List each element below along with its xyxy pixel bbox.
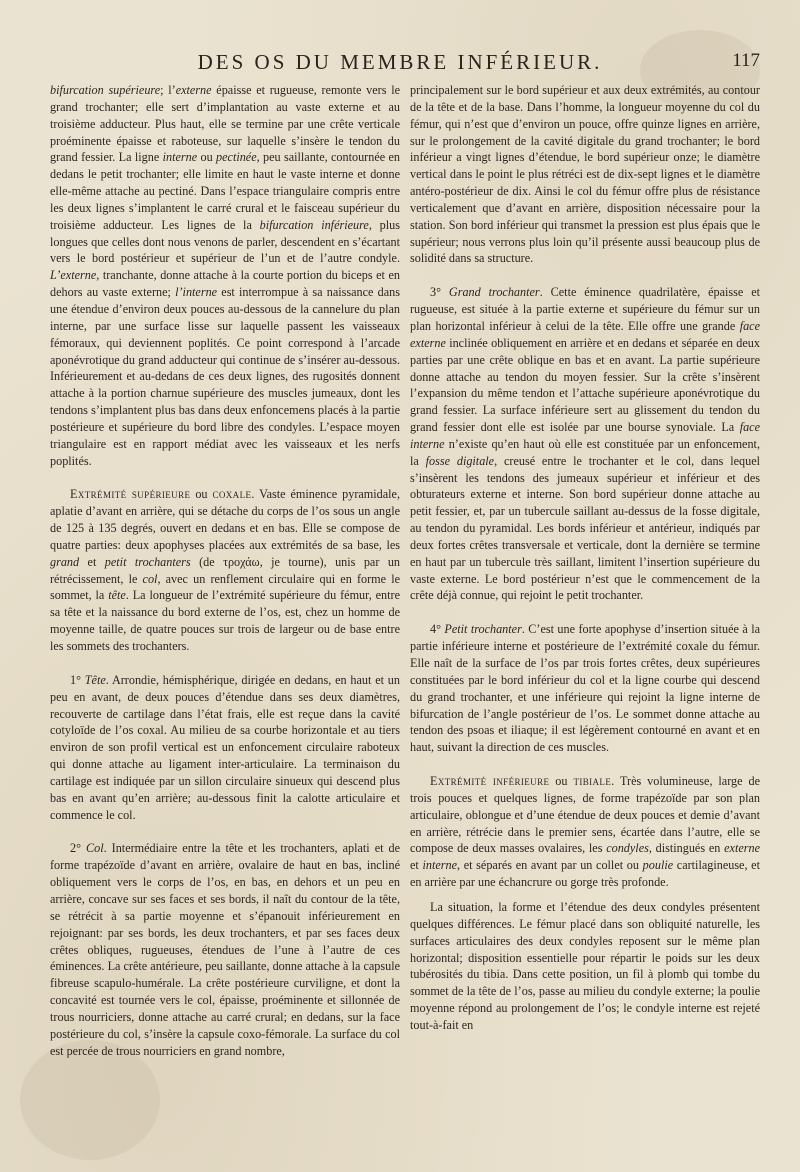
smallcaps-heading: tibiale — [573, 774, 612, 789]
text-run: cartilagineuse, et en arrière par une échancrure ou gorge très profonde. — [410, 858, 760, 890]
text-run: . Intermédiaire entre la tête et les trochanters, aplati et de forme trapézoïde d’avant en arrière, ovalaire de haut en bas, incliné obliquement vers le corps de l’os, en bas, en dehors et un peu en arrière, concave sur ses faces et ses bords, il naît du contour de la tête, se rétrécit à sa partie moyenne et s’épanouit inférieurement en rejoignant: par ses bords, les deux trochanters, et par ses faces deux crêtes obliques, rugueuses, étendues de l’une à l’autre de ces éminences. La crête antérieure, peu saillante, donne attache à la capsule fibreuse scapulo-humérale. La crête postérieure curviligne, et dont la concavité est tournée vers le col, épaisse, proéminente et sillonnée de trous nourriciers, donne attache au carré crural; en dedans, sur la face postérieure du col, s’insère la capsule coxo-fémorale. La surface du col est percée de trous nourriciers en grand nombre, — [50, 841, 400, 1058]
text-run: 2° — [70, 841, 86, 856]
right-text-column — [410, 82, 760, 1034]
page-number: 117 — [732, 50, 760, 71]
italic-term: externe — [724, 841, 760, 856]
italic-term: petit trochanters — [104, 554, 191, 569]
italic-term: externe — [175, 83, 212, 97]
text-run: , tranchante, donne attache à la courte portion du biceps et en dehors au vaste externe; — [50, 268, 400, 300]
paragraph — [50, 486, 400, 654]
text-run: épaisse et rugueuse, remonte vers le grand trochanter; elle sert d’implantation au vaste externe et au troisième adducteur. Plus haut, elle se termine par une crête verticale proéminente épaisse et raboteuse, sur laquelle s’insère le tendon du grand fessier. La ligne — [50, 83, 400, 165]
paragraph — [410, 899, 760, 1034]
text-run: ou — [190, 487, 213, 502]
italic-term: col — [142, 571, 158, 586]
italic-term: L’externe — [50, 268, 97, 283]
text-run: 4° — [430, 622, 445, 637]
text-run: . La longueur de l’extrémité supérieure du fémur, entre sa tête et la naissance du bord externe de l’os, est, chez un homme de moyenne taille, de quatre pouces sur trois de largeur ou de base entre les sommets des trochanters. — [50, 588, 400, 653]
text-run: , creusé entre le trochanter et le col, dans lequel s’insèrent les tendons des jumeaux supérieur et inférieur et des obturateurs externe et interne. Son bord supérieur donne attache au petit fessier, et, par un tubercule saillant au-dessus de la fosse digitale, au tendon du pyramidal. Les bords inférieur et antérieur, indiqués par deux fortes crêtes transversale et verticale, dont la dernière se termine en haut par un tubercule très saillant, limitent l’insertion supérieure du vaste externe. Le bord postérieur n’est que le commencement de la crête déjà connue, qui rejoint le petit trochanter. — [410, 453, 760, 603]
text-run: n’existe qu’en haut où elle est constituée par un enfoncement, la — [410, 436, 760, 468]
paragraph — [50, 82, 400, 469]
italic-term: Col — [85, 841, 104, 856]
text-run: . Vaste éminence pyramidale, aplatie d’avant en arrière, qui se détache du corps de l’os sous un angle de 125 à 135 degrés, ouvert en dedans et en bas. Elle se compose de quatre parties: deux apophyses placées aux extrémités de sa base, les — [50, 487, 400, 552]
italic-term: Grand trochanter — [448, 285, 540, 300]
italic-term: poulie — [642, 858, 674, 873]
text-run: principalement sur le bord supérieur et aux deux extrémités, au contour de la tête et de la base. Dans l’homme, la longueur moyenne du col du fémur, qui n’est que d’environ un pouce, offre quinze lignes en arrière, sur le prolongement de la cavité digitale du grand trochanter; le bord inférieur a vingt lignes d’étendue, le bord supérieur onze; le diamètre vertical dans le point le plus rétréci est de dix-sept lignes et le diamètre antéro-postérieur de dix. Ainsi le col du fémur offre plus de résistance verticalement que d’avant en arrière, disposition nécessaire pour la station. Son bord inférieur qui transmet la pression est plus épais que le supérieur; nous verrons plus loin qu’il présente aussi beaucoup plus de solidité dans sa structure. — [410, 83, 760, 266]
text-run: . C’est une forte apophyse d’insertion située à la partie inférieure interne et postérieure de l’extrémité coxale du fémur. Elle naît de la surface de l’os par trois fortes crêtes, deux supérieures constituées par le bord inférieur du col et la ligne courbe qui descend du grand trochanter, et une inférieure qui rejoint la ligne interne de bifurcation de l’angle postérieur de l’os. Le sommet donne attache au tendon des psoas et iliaque; il est légèrement contourné en avant et en haut, suivant la direction de ces muscles. — [410, 622, 761, 755]
paragraph — [50, 840, 400, 1059]
text-run: , peu saillante, contournée en dedans le petit trochanter; elle limite en haut le vaste interne et donne elle-même attache au pectiné. Dans l’espace triangulaire compris entre les deux lignes s’implantent le carré crural et le faisceau supérieur du troisième adducteur. Les lignes de la — [50, 150, 401, 232]
italic-term: bifurcation inférieure — [259, 217, 369, 232]
italic-term: Petit trochanter — [444, 622, 522, 637]
text-run: , et séparés en avant par un collet ou — [457, 858, 643, 873]
paragraph — [410, 284, 760, 604]
italic-term: interne — [162, 150, 198, 165]
text-run: ou — [197, 150, 217, 165]
italic-term: Tête — [84, 672, 106, 687]
text-run: . Arrondie, hémisphérique, dirigée en dedans, en haut et un peu en avant, de deux pouces d’étendue dans ses deux diamètres, recouverte de cartilage dans l’état frais, elle est reçue dans la cavité cotyloïde de l’os coxal. Au milieu de sa courbe horizontale et au tiers environ de son profil vertical est un enfoncement circulaire raboteux qui donne attache au ligament inter-articulaire. La terminaison du cartilage est indiquée par un sillon circulaire sinueux qui descend plus bas en avant qu’en arrière; au-dessous finit la calotte articulaire et commence le col. — [50, 672, 400, 822]
text-run: . Cette éminence quadrilatère, épaisse et rugueuse, est située à la partie externe et supérieure du fémur sur un plan horizontal inférieur à celui de la tête. Elle offre une grande — [410, 285, 761, 333]
paragraph — [50, 672, 400, 824]
text-run: ou — [549, 774, 574, 789]
text-run: et — [410, 858, 423, 873]
italic-term: l’interne — [175, 285, 218, 300]
running-head: DES OS DU MEMBRE INFÉRIEUR. — [197, 50, 603, 74]
text-run: inclinée obliquement en arrière et en dedans et séparée en deux parties par une crête oblique en bas et en avant. La partie supérieure donne attache au tendon du moyen fessier. Sur la crête s’insèrent l’expansion du même tendon et l’attache supérieure aponévrotique du grand fessier. La surface inférieure sert au glissement du tendon du grand fessier dont elle est isolée par une bourse synoviale. La — [410, 335, 760, 435]
text-run: . Très volumineuse, large de trois pouces et quelques lignes, de forme trapézoïde par son plan articulaire, oblongue et d’une étendue de deux pouces et demie d’avant en arrière, rétrécie dans le premier sens, écartée dans l’autre, elle se compose de deux masses ovalaires, les — [410, 774, 760, 856]
paragraph — [410, 82, 760, 267]
italic-term: bifurcation supérieure — [50, 83, 161, 97]
text-run: 3° — [430, 285, 449, 300]
smallcaps-heading: coxale — [212, 487, 252, 502]
italic-term: condyles — [606, 841, 649, 856]
italic-term: interne — [422, 858, 457, 873]
text-run: , distingués en — [648, 841, 725, 856]
italic-term: fosse digitale — [425, 453, 495, 468]
paragraph — [410, 773, 760, 891]
text-run: , avec un renflement circulaire qui en forme le sommet, la — [50, 571, 400, 603]
italic-term: tête — [108, 588, 126, 603]
italic-term: face externe — [410, 318, 760, 350]
italic-term: grand — [50, 554, 80, 569]
text-run: La situation, la forme et l’étendue des deux condyles présentent quelques différences. Le fémur placé dans son obliquité naturelle, les surfaces articulaires des deux condyles reposent sur le même plan horizontal; disposition essentielle pour répartir le poids sur les deux tubérosités du tibia. Dans cette position, un fil à plomb qui tombe du sommet de la tête de l’os, passe au milieu du condyle externe; la poulie moyenne répond au prolongement de l’os; le condyle interne est rejeté tout-à-fait en — [410, 899, 760, 1032]
text-run: ; l’ — [160, 83, 176, 97]
text-run: , plus longues que celles dont nous venons de parler, descendent en s’écartant vers le bord postérieur et supérieur de l’un et de l’autre condyle. — [50, 217, 400, 266]
text-run: (de τροχάω, je tourne), unis par un rétrécissement, le — [50, 554, 401, 586]
text-run: 1° — [70, 672, 85, 687]
smallcaps-heading: Extrémité inférieure — [430, 774, 550, 789]
italic-term: pectinée — [216, 150, 257, 165]
smallcaps-heading: Extrémité supérieure — [70, 487, 191, 502]
italic-term: face interne — [410, 420, 760, 451]
paragraph — [410, 621, 760, 756]
left-text-column — [50, 82, 400, 1059]
text-run: est interrompue à sa naissance dans une étendue d’environ deux pouces au-dessous de la cannelure du plan interne, par une surface lisse sur laquelle passent les vaisseaux fémoraux, qui deviennent poplités. Ce point correspond à l’arcade aponévrotique du grand adducteur qui continue de s’insérer au-dessous. Inférieurement et au-dedans de ces deux lignes, des rugosités donnent attache à la portion charnue supérieure des muscles jumeaux, dont les tendons s’implantent plus bas dans deux enfoncemens placés à la partie postérieure et supérieure du bord libre des condyles. L’espace moyen triangulaire est en rapport médiat avec les vaisseaux et les nerfs poplités. — [50, 285, 400, 468]
text-run: et — [79, 554, 105, 569]
